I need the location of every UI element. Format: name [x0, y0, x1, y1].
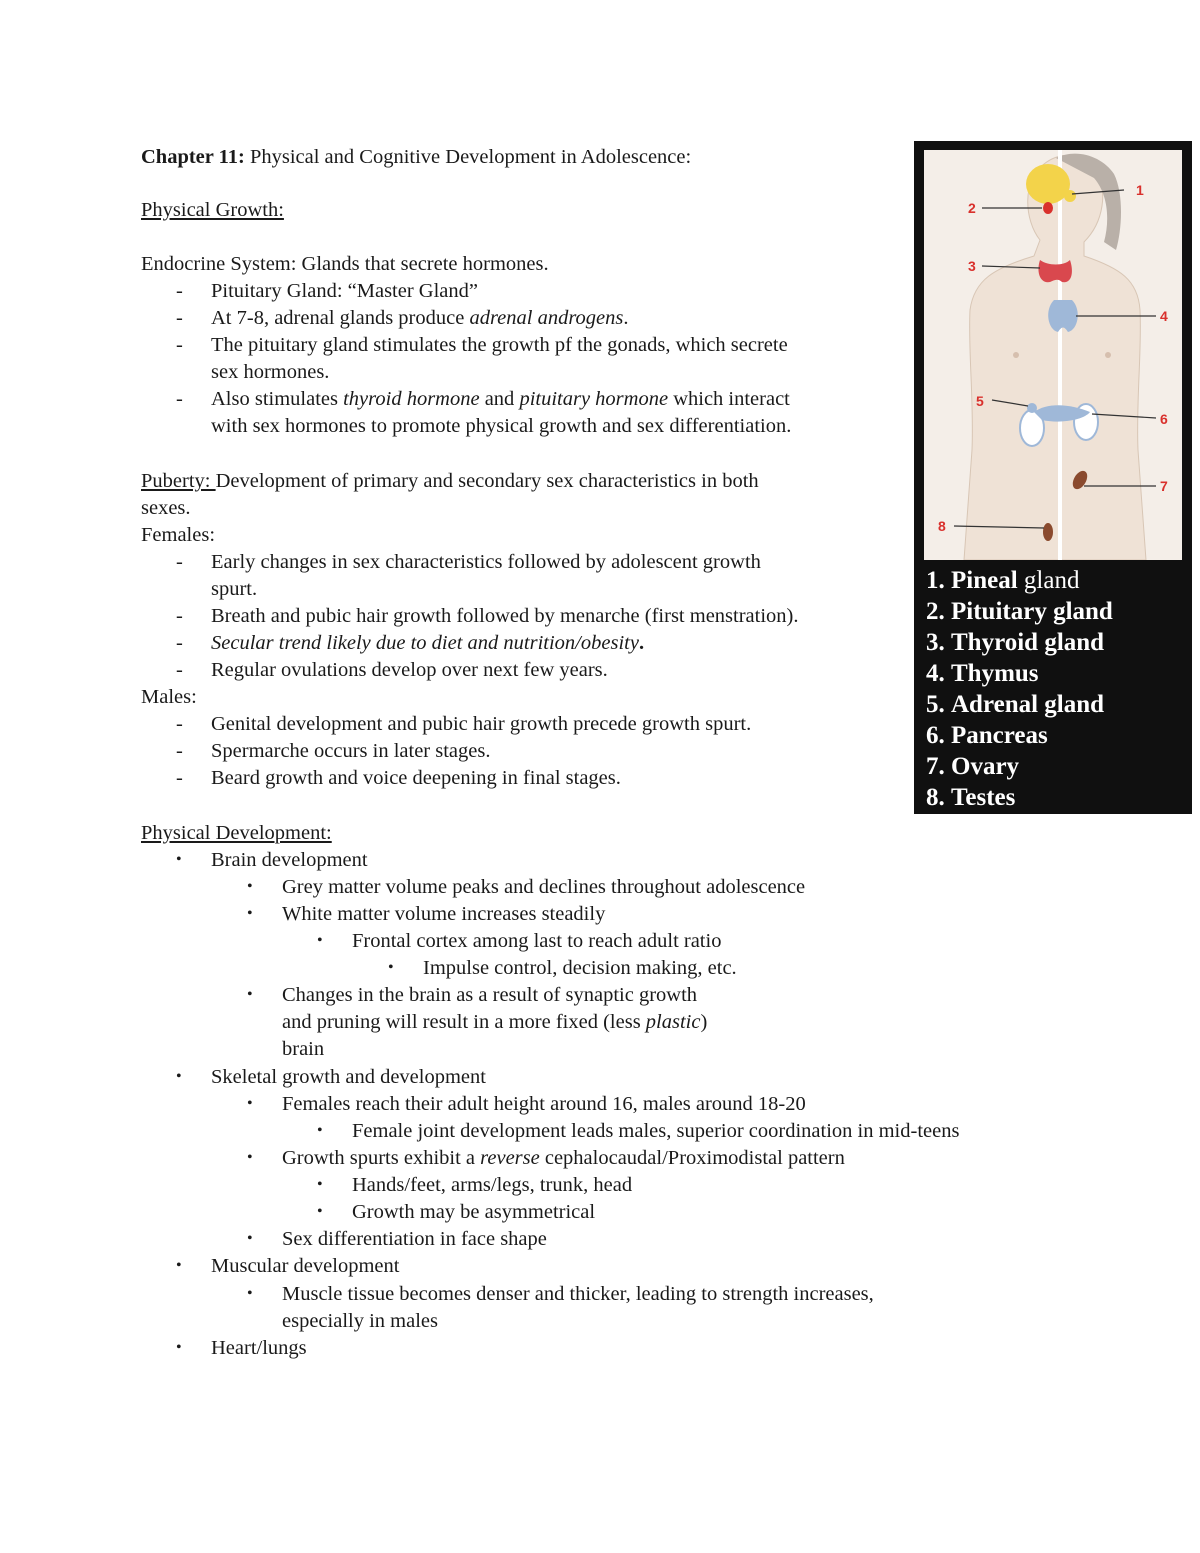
- bullet: •: [317, 1203, 323, 1220]
- marker-5: 5: [976, 393, 984, 409]
- list-item: Also stimulates thyroid hormone and pituitary hormone which interact: [211, 388, 790, 410]
- list-item: Females reach their adult height around 16, males around 18-20: [282, 1093, 806, 1115]
- list-item: White matter volume increases steadily: [282, 903, 606, 925]
- list-dash: -: [176, 659, 183, 681]
- legend-item: 3. Thyroid gland: [926, 629, 1105, 656]
- list-item: Brain development: [211, 849, 368, 871]
- bullet: •: [317, 1176, 323, 1193]
- list-item: Spermarche occurs in later stages.: [211, 740, 491, 762]
- bullet: •: [247, 1230, 253, 1247]
- list-dash: -: [176, 713, 183, 735]
- list-dash: -: [176, 632, 183, 654]
- testes-shape: [1043, 523, 1053, 541]
- list-item: Hands/feet, arms/legs, trunk, head: [352, 1174, 633, 1196]
- list-item: Sex differentiation in face shape: [282, 1228, 547, 1250]
- list-item: Regular ovulations develop over next few years.: [211, 659, 608, 681]
- list-item: Secular trend likely due to diet and nutrition/obesity.: [211, 632, 645, 654]
- list-item: Early changes in sex characteristics followed by adolescent growth: [211, 551, 761, 573]
- list-item-continued: sex hormones.: [211, 361, 330, 383]
- list-item: Growth may be asymmetrical: [352, 1201, 596, 1223]
- physical-growth-heading: Physical Growth:: [141, 199, 284, 221]
- puberty-definition: Puberty: Development of primary and secondary sex characteristics in both: [141, 470, 759, 492]
- bullet: •: [317, 1122, 323, 1139]
- marker-2: 2: [968, 200, 976, 216]
- list-item-continued: with sex hormones to promote physical growth and sex differentiation.: [211, 415, 792, 437]
- females-label: Females:: [141, 524, 216, 546]
- list-dash: -: [176, 767, 183, 789]
- bullet: •: [176, 1339, 182, 1356]
- list-item-continued: spurt.: [211, 578, 258, 600]
- marker-7: 7: [1160, 478, 1168, 494]
- list-item: Muscular development: [211, 1255, 400, 1277]
- list-item: At 7-8, adrenal glands produce adrenal androgens.: [211, 307, 629, 329]
- legend-item: 2. Pituitary gland: [926, 598, 1113, 625]
- body-illustration: [924, 150, 1182, 560]
- list-dash: -: [176, 334, 183, 356]
- marker-8: 8: [938, 518, 946, 534]
- legend-item: 5. Adrenal gland: [926, 691, 1105, 718]
- list-item: Heart/lungs: [211, 1337, 307, 1359]
- endocrine-figure: [914, 141, 1192, 814]
- endocrine-definition: Endocrine System: Glands that secrete hormones.: [141, 253, 549, 275]
- list-item-continued: brain: [282, 1038, 325, 1060]
- list-item: Changes in the brain as a result of synaptic growth: [282, 984, 698, 1006]
- bullet: •: [247, 905, 253, 922]
- puberty-definition-continued: sexes.: [141, 497, 191, 519]
- list-item: The pituitary gland stimulates the growth pf the gonads, which secrete: [211, 334, 788, 356]
- list-item: Skeletal growth and development: [211, 1066, 486, 1088]
- physical-development-heading: Physical Development:: [141, 822, 332, 844]
- bullet: •: [176, 1068, 182, 1085]
- list-item: Pituitary Gland: “Master Gland”: [211, 280, 479, 302]
- legend-item: 7. Ovary: [926, 753, 1020, 780]
- bullet: •: [247, 1095, 253, 1112]
- list-dash: -: [176, 388, 183, 410]
- bullet: •: [247, 986, 253, 1003]
- bullet: •: [388, 959, 394, 976]
- list-item: Breath and pubic hair growth followed by menarche (first menstration).: [211, 605, 799, 627]
- chapter-title: Chapter 11: Physical and Cognitive Development in Adolescence:: [141, 146, 692, 168]
- bullet: •: [317, 932, 323, 949]
- list-item: Frontal cortex among last to reach adult ratio: [352, 930, 722, 952]
- list-item-continued: especially in males: [282, 1310, 438, 1332]
- list-item: Beard growth and voice deepening in final stages.: [211, 767, 621, 789]
- males-label: Males:: [141, 686, 197, 708]
- list-dash: -: [176, 740, 183, 762]
- list-dash: -: [176, 307, 183, 329]
- list-item: Female joint development leads males, superior coordination in mid-teens: [352, 1120, 960, 1142]
- bullet: •: [247, 1149, 253, 1166]
- thymus-shape: [1048, 300, 1078, 332]
- list-item: Impulse control, decision making, etc.: [423, 957, 737, 979]
- list-item: Grey matter volume peaks and declines throughout adolescence: [282, 876, 806, 898]
- list-item: Genital development and pubic hair growth precede growth spurt.: [211, 713, 752, 735]
- marker-4: 4: [1160, 308, 1168, 324]
- marker-3: 3: [968, 258, 976, 274]
- legend-item: 6. Pancreas: [926, 722, 1048, 749]
- endocrine-diagram: [924, 150, 1182, 560]
- brain-shape: [1026, 164, 1070, 204]
- list-item: Muscle tissue becomes denser and thicker, leading to strength increases,: [282, 1283, 874, 1305]
- list-dash: -: [176, 551, 183, 573]
- bullet: •: [176, 851, 182, 868]
- list-item-continued: and pruning will result in a more fixed (less plastic): [282, 1011, 708, 1033]
- bullet: •: [247, 878, 253, 895]
- legend-item: 1. Pineal gland: [926, 567, 1080, 594]
- list-dash: -: [176, 605, 183, 627]
- list-item: Growth spurts exhibit a reverse cephalocaudal/Proximodistal pattern: [282, 1147, 845, 1169]
- marker-1: 1: [1136, 182, 1144, 198]
- legend-item: 8. Testes: [926, 784, 1016, 811]
- bullet: •: [247, 1285, 253, 1302]
- legend-item: 4. Thymus: [926, 660, 1039, 687]
- list-dash: -: [176, 280, 183, 302]
- bullet: •: [176, 1257, 182, 1274]
- marker-6: 6: [1160, 411, 1168, 427]
